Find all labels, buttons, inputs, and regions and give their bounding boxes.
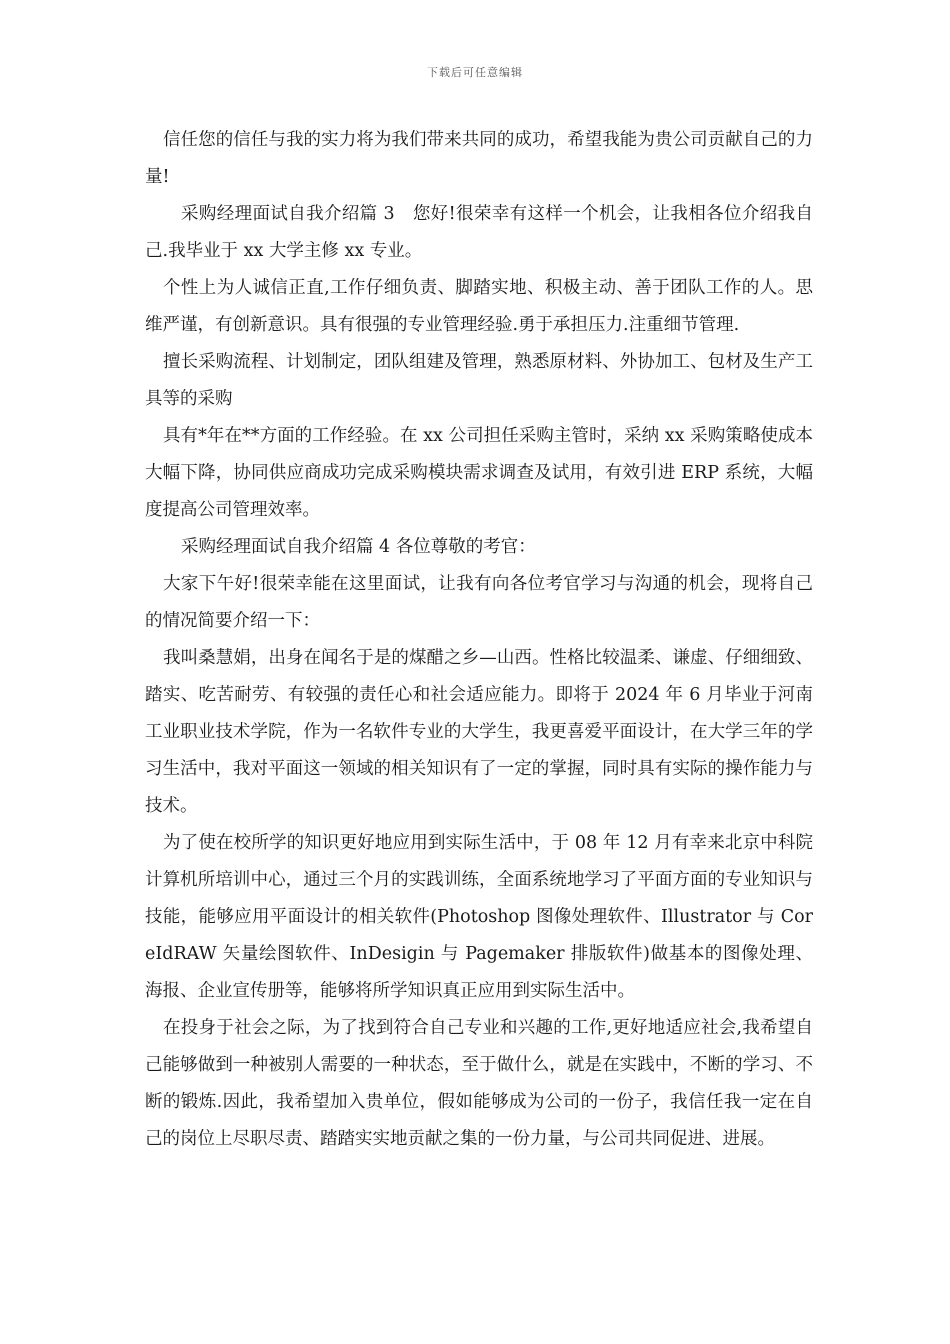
document-body	[145, 122, 813, 1158]
paragraph: 在投身于社会之际，为了找到符合自己专业和兴趣的工作,更好地适应社会,我希望自己能够做到一种被别人需要的一种状态，至于做什么，就是在实践中，不断的学习、不断的锻炼.因此，我希望加入贵单位，假如能够成为公司的一份子，我信任我一定在自己的岗位上尽职尽责、踏踏实实地贡献之集的一份力量，与公司共同促进、进展。	[145, 1018, 813, 1149]
header-note: 下载后可任意编辑	[427, 66, 523, 79]
paragraph: 擅长采购流程、计划制定，团队组建及管理，熟悉原材料、外协加工、包材及生产工具等的采购	[145, 352, 813, 409]
paragraph: 为了使在校所学的知识更好地应用到实际生活中，于 08 年 12 月有幸来北京中科院计算机所培训中心，通过三个月的实践训练，全面系统地学习了平面方面的专业知识与技能，能够应用平面设计的相关软件(Photoshop 图像处理软件、Illustrator 与 CoreIdRAW 矢量绘图软件、InDesigin 与 Pagemaker 排版软件)做基本的图像处理、海报、企业宣传册等，能够将所学知识真正应用到实际生活中。	[145, 833, 813, 1001]
paragraph: 我叫桑慧娟，出身在闻名于是的煤醋之乡—山西。性格比较温柔、谦虚、仔细细致、踏实、吃苦耐劳、有较强的责任心和社会适应能力。即将于 2024 年 6 月毕业于河南工业职业技术学院，作为一名软件专业的大学生，我更喜爱平面设计，在大学三年的学习生活中，我对平面这一领域的相关知识有了一定的掌握，同时具有实际的操作能力与技术。	[145, 648, 813, 816]
paragraph: 大家下午好!很荣幸能在这里面试，让我有向各位考官学习与沟通的机会，现将自己的情况简要介绍一下：	[145, 574, 813, 631]
paragraph: 信任您的信任与我的实力将为我们带来共同的成功，希望我能为贵公司贡献自己的力量!	[145, 130, 813, 187]
paragraph: 个性上为人诚信正直,工作仔细负责、脚踏实地、积极主动、善于团队工作的人。思维严谨，有创新意识。具有很强的专业管理经验.勇于承担压力.注重细节管理.	[145, 278, 813, 335]
paragraph: 采购经理面试自我介绍篇 3 您好!很荣幸有这样一个机会，让我相各位介绍我自己.我毕业于 xx 大学主修 xx 专业。	[145, 204, 813, 261]
paragraph: 采购经理面试自我介绍篇 4 各位尊敬的考官：	[181, 537, 536, 557]
paragraph: 具有*年在**方面的工作经验。在 xx 公司担任采购主管时，采纳 xx 采购策略使成本大幅下降，协同供应商成功完成采购模块需求调查及试用，有效引进 ERP 系统，大幅度提高公司管理效率。	[145, 426, 813, 520]
